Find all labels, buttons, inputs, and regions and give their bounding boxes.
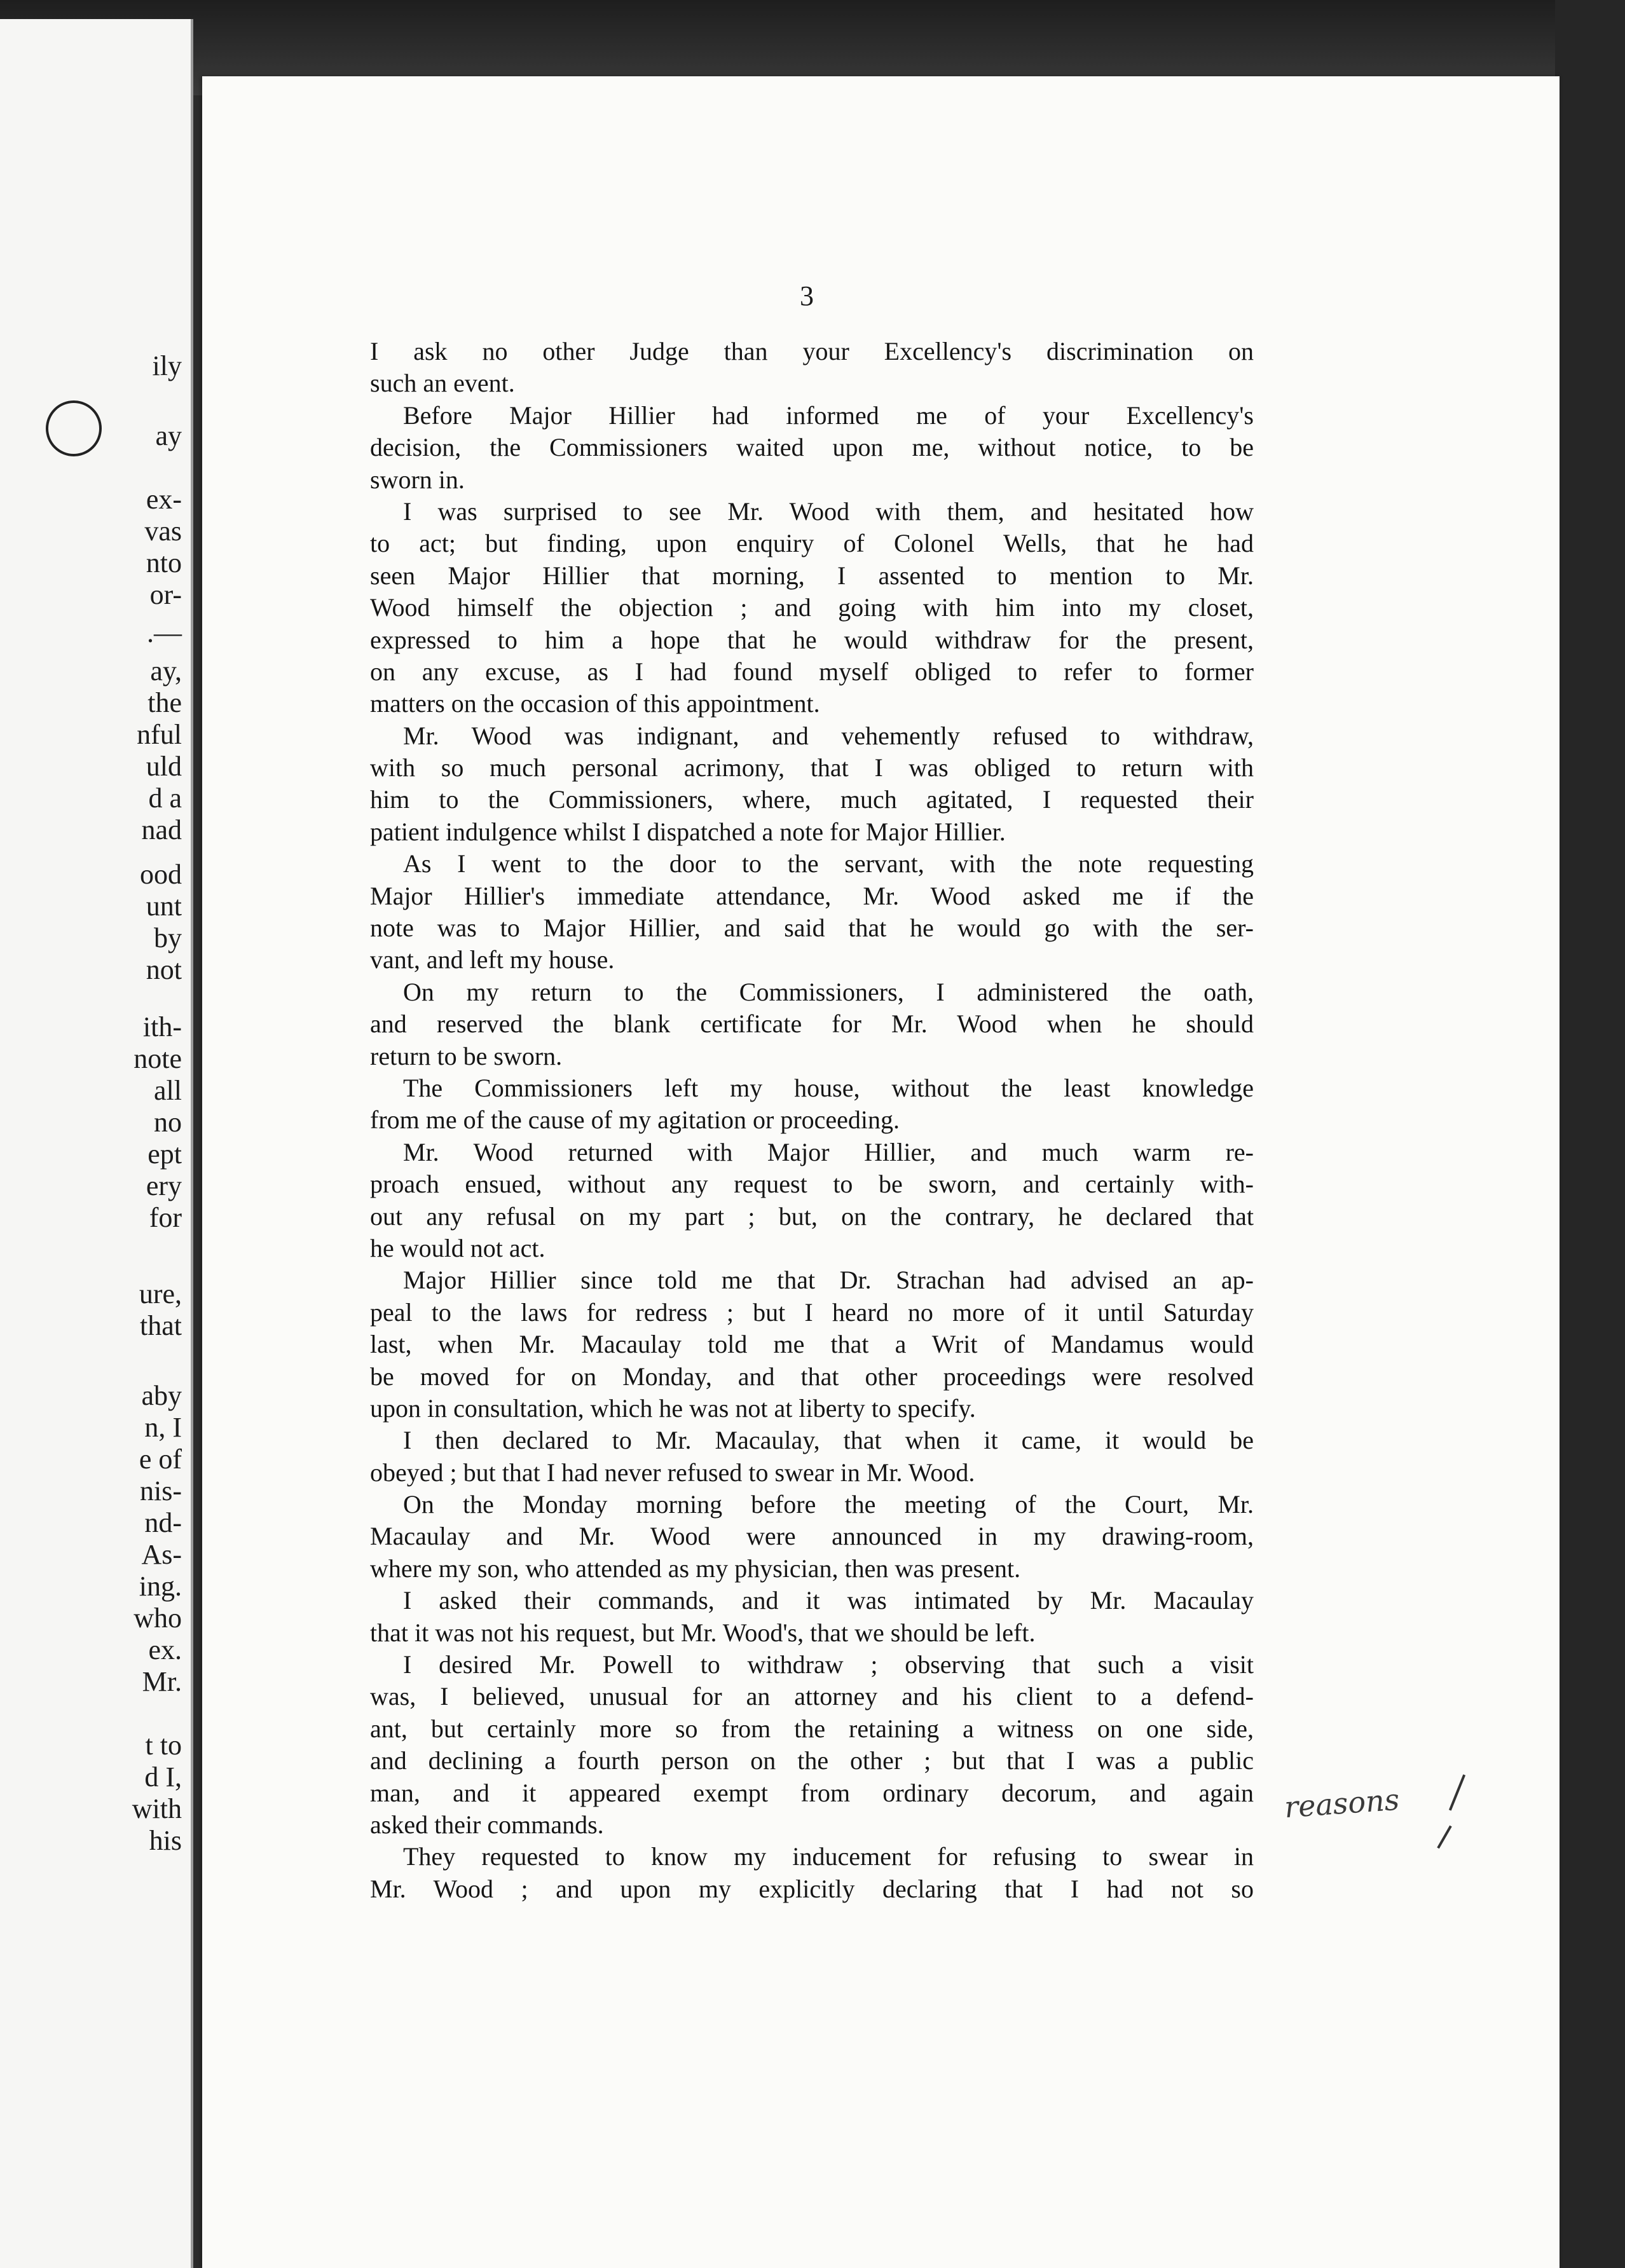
left-page-fragment: unt	[146, 891, 182, 922]
left-page-fragment: ing.	[139, 1571, 182, 1602]
text-line: I desired Mr. Powell to withdraw ; observing that such a visit	[403, 1650, 1254, 1679]
left-page-fragment: As-	[141, 1539, 182, 1570]
left-page-fragment: nto	[146, 547, 182, 578]
page-number: 3	[800, 280, 814, 311]
left-page-fragment: e of	[139, 1444, 182, 1475]
text-line: Before Major Hillier had informed me of your Excellency's	[403, 400, 1254, 430]
handwritten-circle-mark	[46, 400, 102, 456]
left-page-fragment: ay,	[150, 655, 182, 687]
text-line: ant, but certainly more so from the retaining a witness on one side,	[370, 1714, 1254, 1743]
text-line: The Commissioners left my house, without the least knowledge	[403, 1073, 1254, 1102]
text-line: decision, the Commissioners waited upon me, without notice, to be	[370, 433, 1254, 462]
left-page-fragment: no	[154, 1107, 182, 1138]
text-line: I asked their commands, and it was intimated by Mr. Macaulay	[403, 1586, 1254, 1615]
text-line: proach ensued, without any request to be sworn, and certainly with-	[370, 1170, 1254, 1199]
left-page-fragment: ay	[155, 420, 182, 451]
handwritten-marginal-note: reasons	[1283, 1782, 1401, 1825]
text-line: be moved for on Monday, and that other proceedings were resolved	[370, 1362, 1254, 1391]
left-page-fragment: ily	[152, 350, 182, 381]
text-line: Mr. Wood was indignant, and vehemently refused to withdraw,	[403, 721, 1254, 750]
text-line: Wood himself the objection ; and going with him into my closet,	[370, 593, 1254, 622]
left-page-fragment: .—	[147, 617, 182, 648]
left-page-fragment: not	[146, 954, 182, 985]
text-line: obeyed ; but that I had never refused to swear in Mr. Wood.	[370, 1458, 975, 1487]
left-page-fragment: for	[149, 1202, 182, 1233]
text-line: On the Monday morning before the meeting of the Court, Mr.	[403, 1490, 1254, 1519]
left-page-fragment: d a	[148, 782, 182, 814]
text-line: that it was not his request, but Mr. Wood's, that we should be left.	[370, 1618, 1036, 1647]
body-text	[370, 336, 1254, 1905]
left-page-fragment: ept	[147, 1138, 182, 1170]
left-page-fragment: ex-	[146, 484, 182, 515]
text-line: I ask no other Judge than your Excellency's discrimination on	[370, 337, 1254, 365]
text-line: Macaulay and Mr. Wood were announced in my drawing-room,	[370, 1522, 1254, 1551]
left-page-fragment: all	[154, 1075, 182, 1106]
left-page-fragment: that	[140, 1310, 182, 1341]
text-line: and declining a fourth person on the other ; but that I was a public	[370, 1746, 1254, 1775]
left-page-fragment: d I,	[144, 1761, 182, 1793]
text-line: Mr. Wood ; and upon my explicitly declaring that I had not so	[370, 1874, 1254, 1903]
text-line: seen Major Hillier that morning, I assented to mention to Mr.	[370, 561, 1254, 590]
text-line: vant, and left my house.	[370, 945, 615, 974]
text-line: As I went to the door to the servant, with the note requesting	[403, 849, 1254, 878]
text-line: matters on the occasion of this appointment.	[370, 689, 820, 718]
text-line: on any excuse, as I had found myself obliged to refer to former	[370, 657, 1254, 686]
text-line: note was to Major Hillier, and said that he would go with the ser-	[370, 913, 1254, 943]
left-page-fragment: by	[154, 922, 182, 953]
left-page-fragment: the	[147, 687, 182, 718]
text-line: from me of the cause of my agitation or proceeding.	[370, 1105, 900, 1135]
text-line: They requested to know my inducement for refusing to swear in	[403, 1842, 1254, 1871]
left-page-fragment: note	[134, 1043, 182, 1074]
text-line: return to be sworn.	[370, 1041, 563, 1070]
text-line: to act; but finding, upon enquiry of Colonel Wells, that he had	[370, 529, 1254, 558]
left-page-fragment: nd-	[144, 1507, 182, 1538]
text-line: On my return to the Commissioners, I administered the oath,	[403, 977, 1254, 1006]
left-page-fragment: t to	[145, 1730, 182, 1761]
text-line: upon in consultation, which he was not at liberty to specify.	[370, 1393, 976, 1423]
left-page-fragment: ood	[140, 859, 182, 890]
text-line: out any refusal on my part ; but, on the contrary, he declared that	[370, 1201, 1254, 1231]
text-line: patient indulgence whilst I dispatched a note for Major Hillier.	[370, 817, 1006, 846]
text-line: where my son, who attended as my physician, then was present.	[370, 1554, 1021, 1583]
text-line: he would not act.	[370, 1233, 545, 1262]
text-line: I then declared to Mr. Macaulay, that when it came, it would be	[403, 1426, 1254, 1455]
text-line: and reserved the blank certificate for Mr. Wood when he should	[370, 1009, 1254, 1039]
text-line: man, and it appeared exempt from ordinary decorum, and again	[370, 1778, 1254, 1807]
left-page-edge	[0, 19, 193, 2268]
left-page-fragment: ith-	[142, 1011, 182, 1042]
left-page-fragment: nad	[141, 814, 182, 845]
text-line: asked their commands.	[370, 1810, 604, 1839]
left-page-fragment: n, I	[144, 1412, 182, 1443]
text-line: peal to the laws for redress ; but I heard no more of it until Saturday	[370, 1297, 1254, 1327]
text-line: such an event.	[370, 369, 515, 398]
left-page-fragment: uld	[146, 751, 182, 782]
left-page-fragment: aby	[141, 1380, 182, 1411]
left-page-fragment: ure,	[139, 1278, 182, 1309]
text-line: I was surprised to see Mr. Wood with them, and hesitated how	[403, 496, 1254, 526]
left-page-fragment: ex.	[148, 1634, 182, 1665]
text-line: him to the Commissioners, where, much agitated, I requested their	[370, 785, 1254, 814]
text-line: was, I believed, unusual for an attorney and his client to a defend-	[370, 1682, 1254, 1711]
scan-border-right	[1555, 0, 1625, 2268]
left-page-fragment: ery	[146, 1170, 182, 1201]
text-line: Mr. Wood returned with Major Hillier, and much warm re-	[403, 1137, 1254, 1166]
text-line: expressed to him a hope that he would withdraw for the present,	[370, 625, 1254, 654]
text-line: Major Hillier's immediate attendance, Mr. Wood asked me if the	[370, 881, 1254, 910]
text-line: with so much personal acrimony, that I was obliged to return with	[370, 753, 1254, 782]
left-page-fragment: Mr.	[142, 1666, 182, 1697]
left-page-fragment: with	[132, 1793, 182, 1824]
left-page-fragment: vas	[144, 516, 182, 547]
text-line: sworn in.	[370, 465, 465, 494]
left-page-fragment: who	[134, 1602, 182, 1634]
left-page-fragment: his	[149, 1825, 182, 1856]
left-page-fragment: or-	[149, 579, 182, 610]
text-line: Major Hillier since told me that Dr. Strachan had advised an ap-	[403, 1266, 1254, 1295]
text-line: last, when Mr. Macaulay told me that a Writ of Mandamus would	[370, 1330, 1254, 1359]
left-page-fragment: nful	[137, 719, 182, 750]
left-page-fragment: nis-	[140, 1475, 182, 1506]
